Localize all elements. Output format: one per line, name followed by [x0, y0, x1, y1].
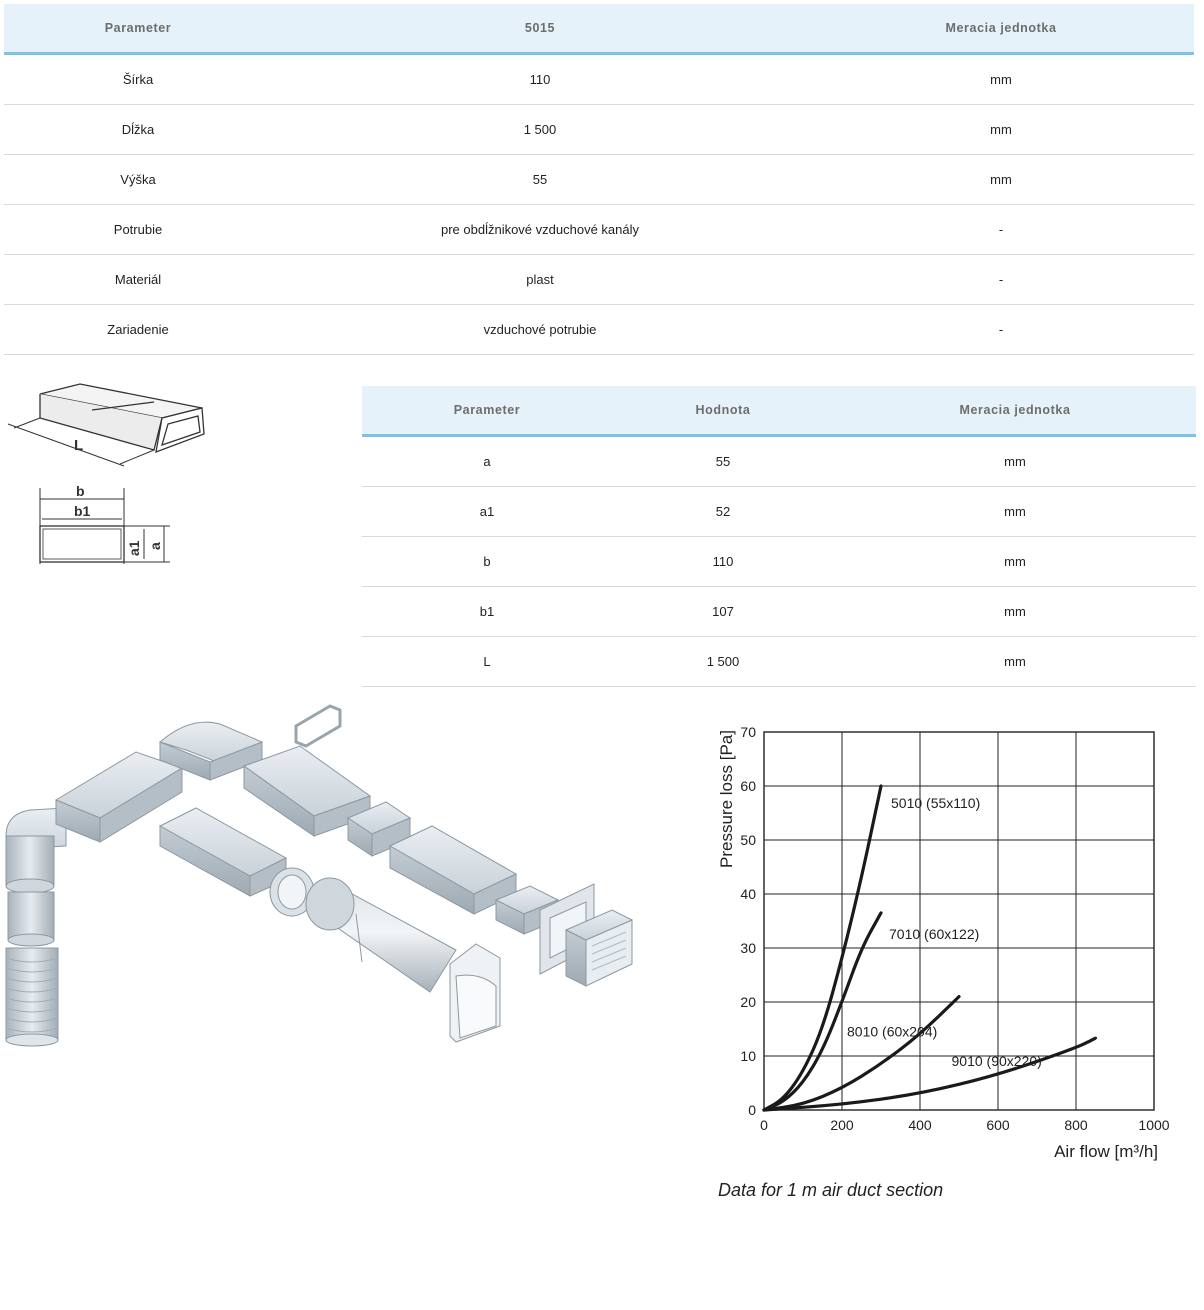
y-axis-ticks [740, 724, 756, 1118]
table-header-row [4, 4, 1194, 54]
y-tick-label: 70 [740, 724, 756, 740]
table-row [4, 305, 1194, 355]
series-label: 9010 (90x220) [951, 1053, 1042, 1070]
row-parameter: Materiál [4, 255, 272, 305]
series-label: 7010 (60x122) [889, 925, 980, 942]
x-axis-label: Air flow [m³/h] [1054, 1142, 1158, 1161]
row-parameter: Dĺžka [4, 105, 272, 155]
row-unit: mm [808, 105, 1194, 155]
y-tick-label: 50 [740, 832, 756, 848]
row-unit: - [808, 205, 1194, 255]
y-tick-label: 10 [740, 1048, 756, 1064]
table-row [362, 587, 1196, 637]
row-parameter: b [362, 537, 612, 587]
row-unit: mm [834, 487, 1196, 537]
row-parameter: b1 [362, 587, 612, 637]
pressure-loss-chart [700, 714, 1180, 1214]
y-axis-label: Pressure loss [Pa] [717, 730, 736, 868]
table-row [4, 255, 1194, 305]
x-tick-label: 600 [986, 1117, 1010, 1133]
row-value: 55 [272, 155, 808, 205]
table-row [4, 54, 1194, 105]
col-header-value: Hodnota [612, 386, 834, 436]
height-label-a: a [147, 542, 163, 550]
x-tick-label: 800 [1064, 1117, 1088, 1133]
rectangular-duct-drawing [4, 372, 216, 476]
col-header-parameter: Parameter [4, 4, 272, 54]
table-row [362, 637, 1196, 687]
row-parameter: a1 [362, 487, 612, 537]
series-label: 5010 (55x110) [891, 795, 981, 811]
dimensions-table [362, 386, 1196, 687]
table-row [362, 487, 1196, 537]
row-value: vzduchové potrubie [272, 305, 808, 355]
height-label-a1: a1 [126, 540, 142, 556]
row-value: 55 [612, 436, 834, 487]
x-axis-ticks [760, 1117, 1170, 1133]
row-unit: mm [808, 54, 1194, 105]
col-header-unit: Meracia jednotka [834, 386, 1196, 436]
y-tick-label: 20 [740, 994, 756, 1010]
parameter-table [4, 4, 1194, 355]
table-row [4, 155, 1194, 205]
length-label: L [74, 437, 84, 454]
col-header-model: 5015 [272, 4, 808, 54]
duct-cross-section-drawing [34, 480, 174, 570]
row-parameter: Šírka [4, 54, 272, 105]
table-row [4, 105, 1194, 155]
x-tick-label: 400 [908, 1117, 932, 1133]
y-tick-label: 0 [748, 1102, 756, 1118]
row-value: 107 [612, 587, 834, 637]
row-unit: mm [834, 537, 1196, 587]
row-parameter: Potrubie [4, 205, 272, 255]
ventilation-system-illustration [0, 696, 640, 1056]
row-unit: mm [834, 637, 1196, 687]
table-row [4, 205, 1194, 255]
row-unit: mm [834, 587, 1196, 637]
table-row [362, 537, 1196, 587]
x-tick-label: 1000 [1138, 1117, 1170, 1133]
table-row [362, 436, 1196, 487]
row-unit: - [808, 255, 1194, 305]
row-value: 1 500 [272, 105, 808, 155]
series-label: 8010 (60x204) [847, 1023, 938, 1040]
row-value: plast [272, 255, 808, 305]
row-unit: - [808, 305, 1194, 355]
series-line [764, 913, 881, 1110]
col-header-parameter: Parameter [362, 386, 612, 436]
row-value: 110 [612, 537, 834, 587]
col-header-unit: Meracia jednotka [808, 4, 1194, 54]
row-value: 1 500 [612, 637, 834, 687]
row-unit: mm [808, 155, 1194, 205]
row-value: 110 [272, 54, 808, 105]
y-tick-label: 60 [740, 778, 756, 794]
x-tick-label: 200 [830, 1117, 854, 1133]
table-header-row [362, 386, 1196, 436]
row-parameter: L [362, 637, 612, 687]
chart-caption: Data for 1 m air duct section [718, 1180, 944, 1200]
row-unit: mm [834, 436, 1196, 487]
row-parameter: a [362, 436, 612, 487]
x-tick-label: 0 [760, 1117, 768, 1133]
y-tick-label: 30 [740, 940, 756, 956]
row-parameter: Zariadenie [4, 305, 272, 355]
width-label-b1: b1 [74, 503, 91, 519]
row-parameter: Výška [4, 155, 272, 205]
y-tick-label: 40 [740, 886, 756, 902]
row-value: 52 [612, 487, 834, 537]
row-value: pre obdĺžnikové vzduchové kanály [272, 205, 808, 255]
width-label-b: b [76, 483, 85, 499]
